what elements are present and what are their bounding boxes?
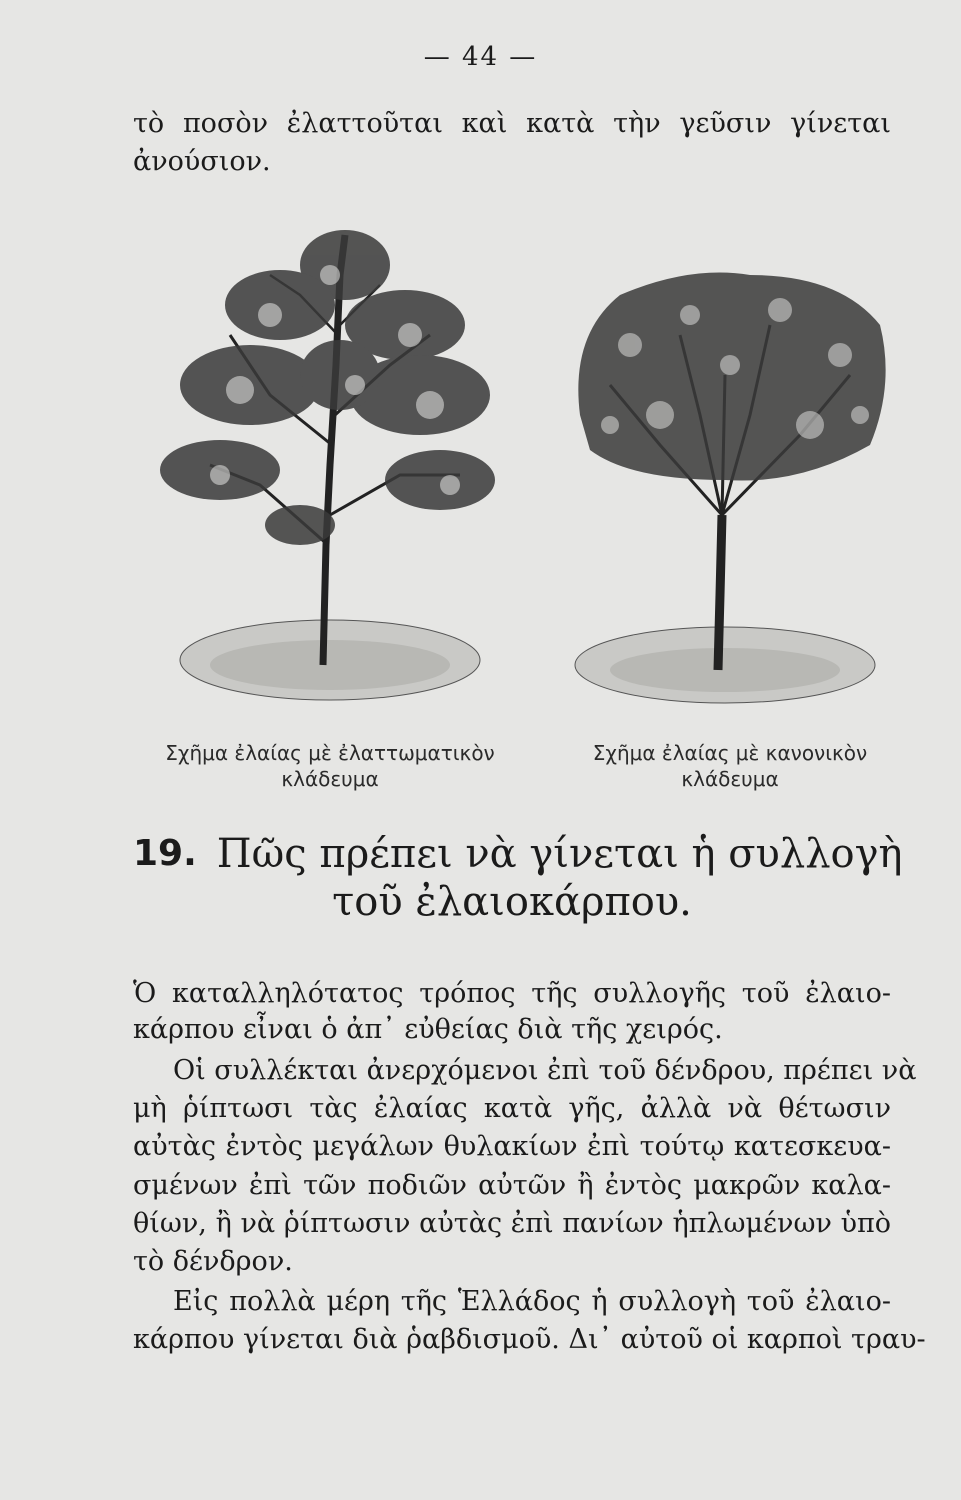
intro-line-1: τὸ ποσὸν ἐλαττοῦται καὶ κατὰ τὴν γεῦσιν γίνεται bbox=[133, 108, 891, 139]
body-line-5: αὐτὰς ἐντὸς μεγάλων θυλακίων ἐπὶ τούτῳ κατεσκευα- bbox=[133, 1131, 891, 1162]
section-title-line2: τοῦ ἐλαιοκάρπου. bbox=[332, 879, 692, 925]
body-line-6: σμένων ἐπὶ τῶν ποδιῶν αὐτῶν ἢ ἐντὸς μακρῶν καλα- bbox=[133, 1170, 891, 1201]
tree-illustration-rounded bbox=[550, 215, 920, 715]
body-line-4: μὴ ῥίπτωσι τὰς ἐλαίας κατὰ γῆς, ἀλλὰ νὰ θέτωσιν bbox=[133, 1093, 891, 1124]
section-number: 19. bbox=[133, 833, 197, 874]
caption-right-line2: κλάδευμα bbox=[681, 767, 779, 791]
section-heading-line1 bbox=[133, 830, 903, 878]
body-line-2: κάρπου εἶναι ὁ ἀπ᾽ εὐθείας διὰ τῆς χειρός. bbox=[133, 1014, 723, 1045]
body-line-1: Ὁ καταλληλότατος τρόπος τῆς συλλογῆς τοῦ ἐλαιο- bbox=[133, 978, 891, 1009]
tree-illustration-tall bbox=[140, 215, 510, 715]
body-line-10: κάρπου γίνεται διὰ ῥαβδισμοῦ. Δι᾽ αὐτοῦ οἱ καρποὶ τραυ- bbox=[133, 1324, 926, 1355]
section-title-line1: Πῶς πρέπει νὰ γίνεται ἡ συλλογὴ bbox=[216, 831, 903, 877]
figure-tree-faulty-pruning bbox=[140, 215, 510, 715]
intro-line-2: ἀνούσιον. bbox=[133, 146, 271, 177]
caption-right-line1: Σχῆμα ἐλαίας μὲ κανονικὸν bbox=[592, 741, 868, 765]
body-line-7: θίων, ἢ νὰ ῥίπτωσιν αὐτὰς ἐπὶ πανίων ἡπλωμένων ὑπὸ bbox=[133, 1208, 891, 1239]
page-number: — 44 — bbox=[423, 42, 538, 72]
caption-left-line2: κλάδευμα bbox=[281, 767, 379, 791]
caption-left-line1: Σχῆμα ἐλαίας μὲ ἐλαττωματικὸν bbox=[165, 741, 495, 765]
figure-caption-left bbox=[140, 740, 520, 792]
figure-caption-right bbox=[570, 740, 890, 792]
body-line-9: Εἰς πολλὰ μέρη τῆς Ἑλλάδος ἡ συλλογὴ τοῦ ἐλαιο- bbox=[173, 1286, 891, 1317]
figure-tree-regular-pruning bbox=[550, 215, 920, 715]
body-line-8: τὸ δένδρον. bbox=[133, 1246, 293, 1277]
body-line-3: Οἱ συλλέκται ἀνερχόμενοι ἐπὶ τοῦ δένδρου, πρέπει νὰ bbox=[173, 1055, 917, 1086]
section-heading bbox=[133, 830, 903, 926]
